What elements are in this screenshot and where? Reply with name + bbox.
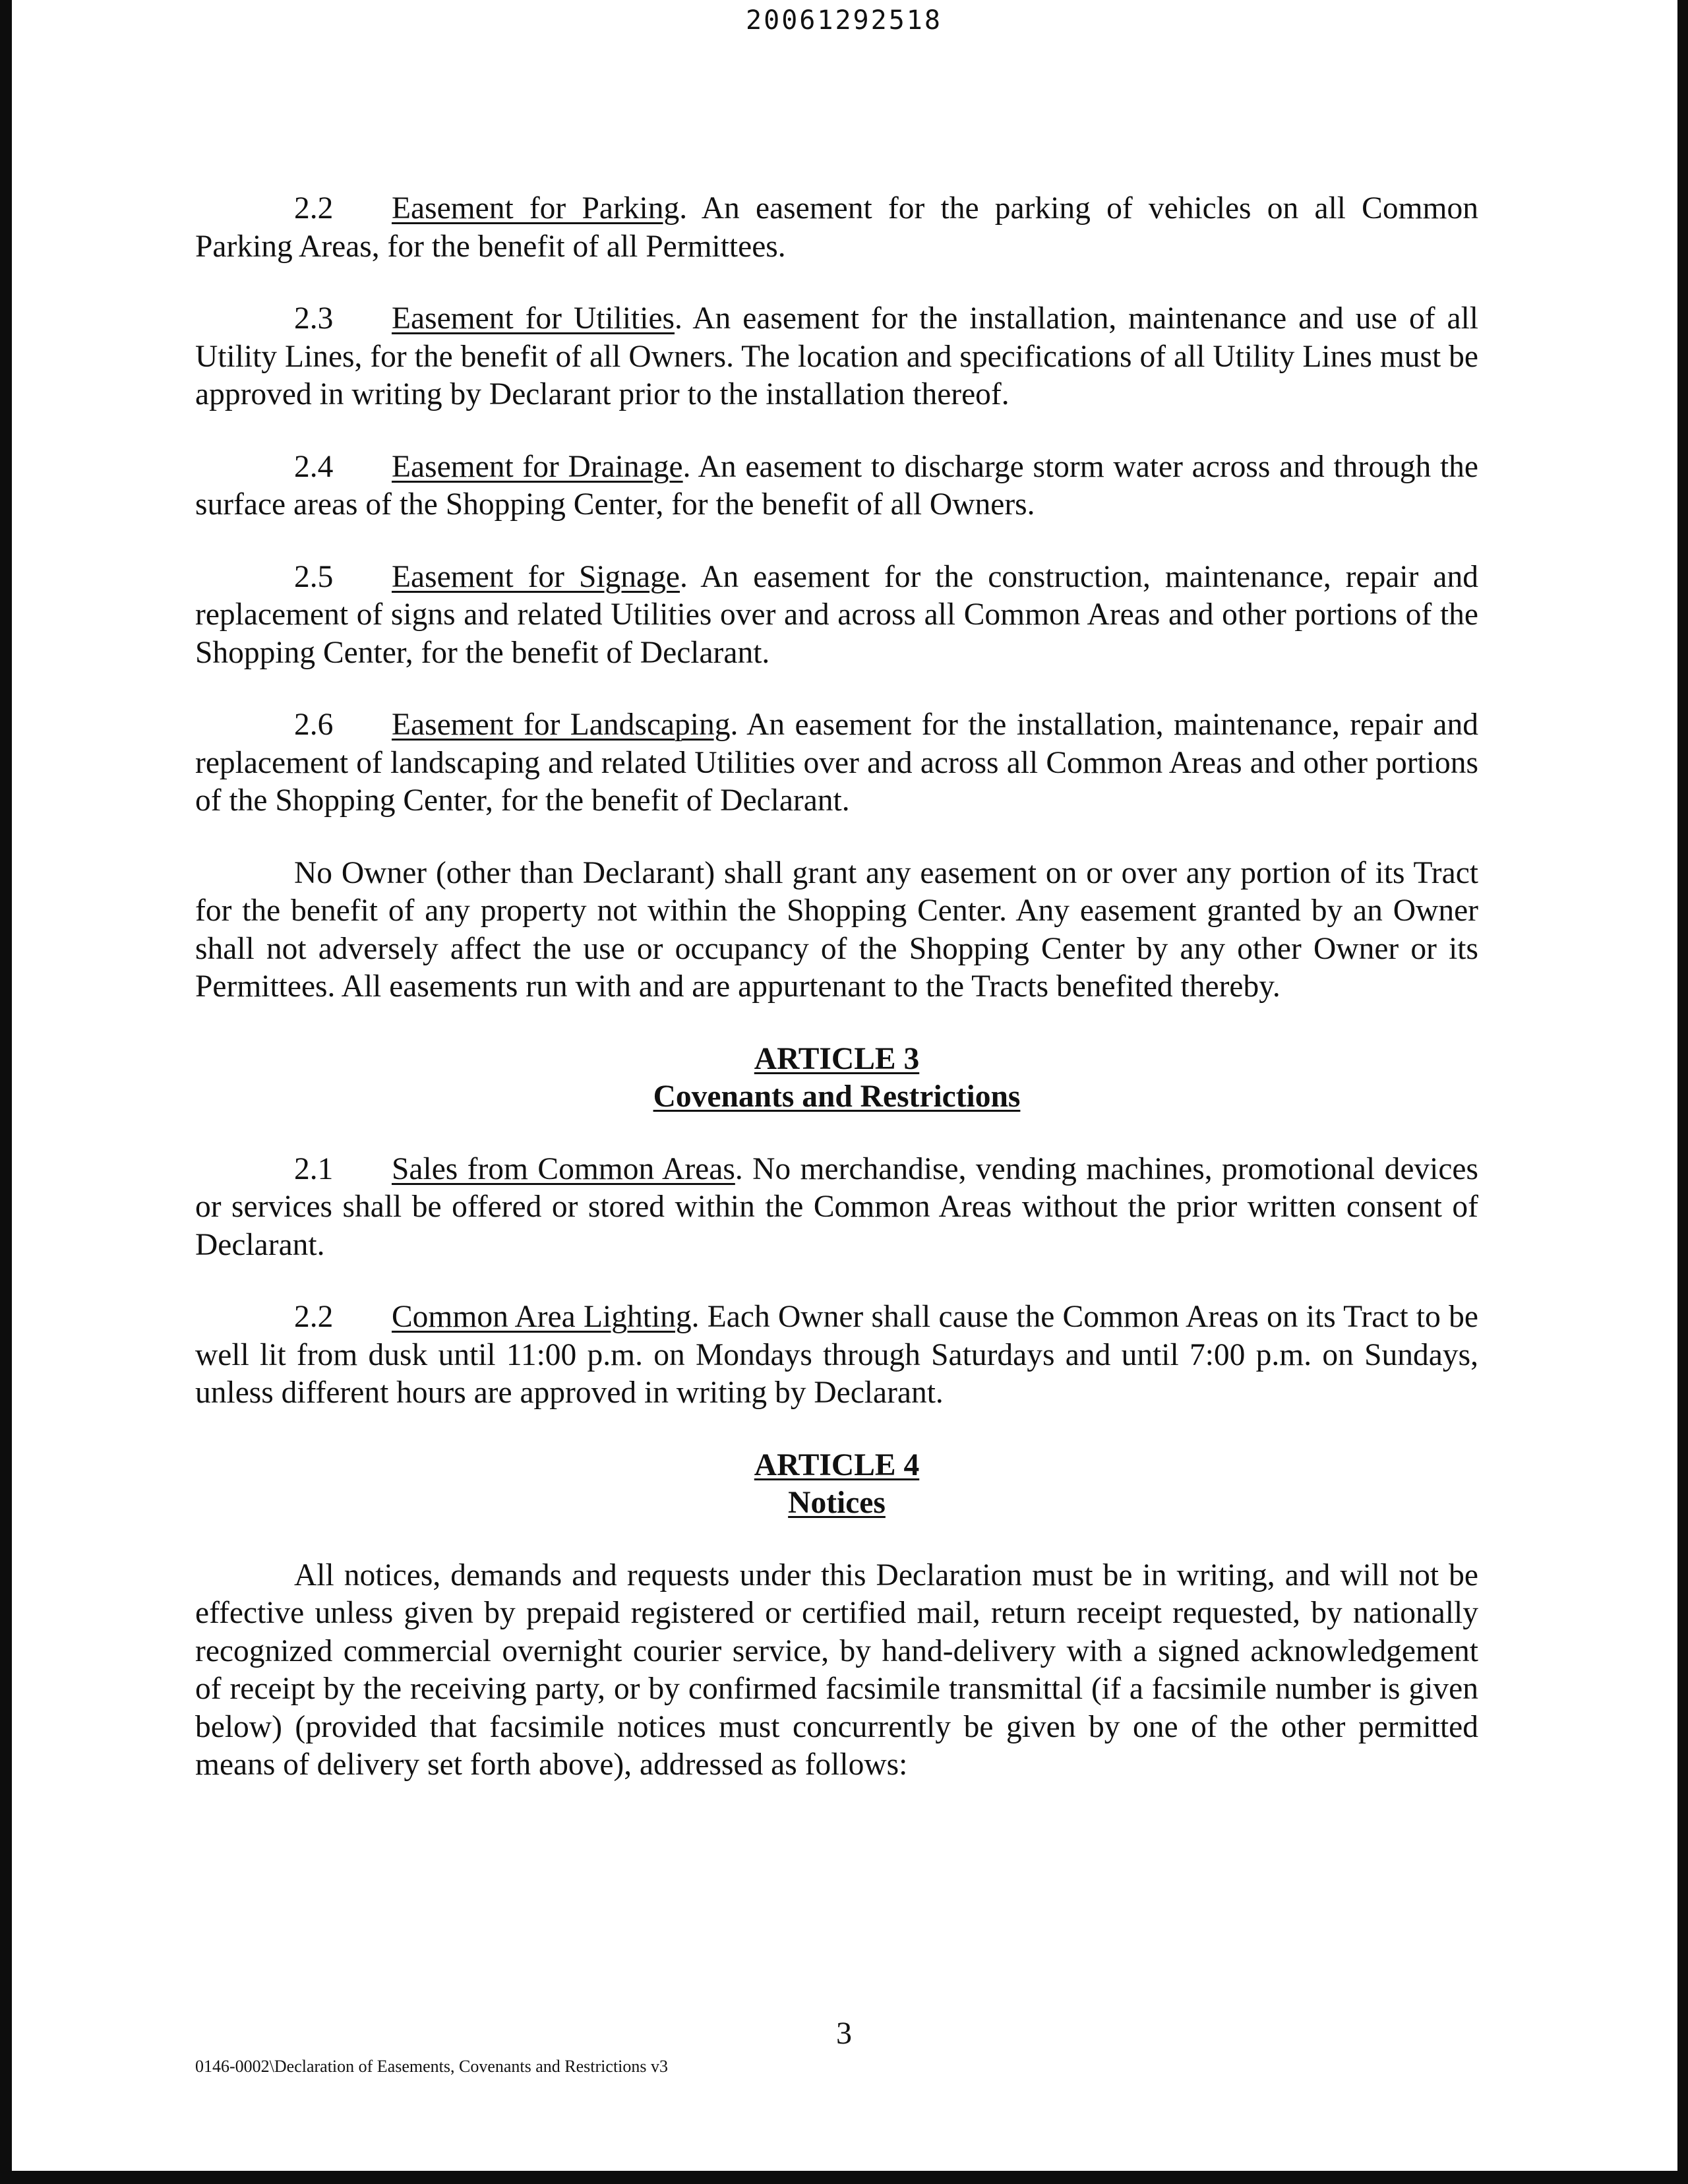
article-3-heading [195, 1041, 1478, 1116]
section-number: 2.6 [294, 708, 334, 742]
section-text: . No merchandise, vending machines, promotional devices or services shall be offered or stored within the Common Areas without the prior written consent of Declarant. [195, 1151, 1479, 1262]
section-number: 2.2 [294, 1300, 334, 1334]
footer-file-path: 0146-0002\Declaration of Easements, Covenants and Restrictions v3 [195, 2057, 669, 2076]
document-id-stamp: 20061292518 [746, 5, 942, 36]
article-subtitle: Covenants and Restrictions [653, 1079, 1021, 1114]
section-text: . An easement for the installation, maintenance, repair and replacement of landscaping and related Utilities over and across all Common Areas and other portions of the Shopping Center, for the benefit of Declarant. [195, 708, 1478, 818]
section-title: Easement for Signage [392, 559, 680, 594]
no-owner-paragraph: No Owner (other than Declarant) shall grant any easement on or over any portion of its Tract for the benefit of any property not within the Shopping Center. Any easement granted by an Owner shall not adversely affect the use or occupancy of the Shopping Center by any other Owner or its Permittees. All easements run with and are appurtenant to the Tracts benefited thereby. [195, 855, 1478, 1004]
section-2-6-landscaping [195, 706, 1478, 820]
section-number: 2.2 [294, 191, 334, 226]
article-subtitle: Notices [788, 1486, 886, 1520]
section-title: Easement for Utilities [392, 301, 675, 336]
section-title: Common Area Lighting [392, 1300, 692, 1334]
section-number: 2.1 [294, 1151, 334, 1186]
section-text: . An easement for the construction, maintenance, repair and replacement of signs and related Utilities over and across all Common Areas and other portions of the Shopping Center, for the benefit of Declarant. [195, 559, 1478, 670]
scan-right-border [1677, 0, 1688, 2184]
section-2-4-drainage [195, 448, 1478, 524]
section-title: Easement for Drainage [392, 449, 683, 484]
section-text: . An easement for the parking of vehicles on all Common Parking Areas, for the benefit of all Permittees. [195, 191, 1479, 264]
article-title: ARTICLE 3 [754, 1041, 920, 1076]
section-2-2-parking [195, 190, 1478, 266]
notices-paragraph: All notices, demands and requests under this Declaration must be in writing, and will not be effective unless given by prepaid registered or certified mail, return receipt requested, by nationally recognized commercial overnight courier service, by hand-delivery with a signed acknowledgement of receipt by the receiving party, or by confirmed facsimile transmittal (if a facsimile number is given below) (provided that facsimile notices must concurrently be given by one of the other permitted means of delivery set forth above), addressed as follows: [195, 1558, 1478, 1782]
scan-bottom-border [0, 2171, 1688, 2184]
scan-left-border [0, 0, 12, 2184]
section-number: 2.3 [294, 301, 334, 336]
section-number: 2.5 [294, 559, 334, 594]
section-number: 2.4 [294, 449, 334, 484]
article-title: ARTICLE 4 [754, 1447, 920, 1482]
section-2-3-utilities [195, 300, 1478, 414]
section-2-5-signage [195, 559, 1478, 673]
document-body [195, 190, 1478, 1819]
section-sales-from-common-areas [195, 1151, 1478, 1265]
section-title: Easement for Landscaping [392, 708, 731, 742]
page-number: 3 [836, 2016, 852, 2051]
article-4-heading [195, 1447, 1478, 1523]
section-title: Sales from Common Areas [392, 1151, 735, 1186]
section-common-area-lighting [195, 1298, 1478, 1412]
section-title: Easement for Parking [392, 191, 680, 226]
section-text: . Each Owner shall cause the Common Areas on its Tract to be well lit from dusk until 11:00 p.m. on Mondays through Saturdays and until 7:00 p.m. on Sundays, unless different hours are approved in writing by Declarant. [195, 1300, 1478, 1410]
section-text: . An easement to discharge storm water across and through the surface areas of the Shopping Center, for the benefit of all Owners. [195, 449, 1478, 522]
section-text: . An easement for the installation, maintenance and use of all Utility Lines, for the benefit of all Owners. The location and specifications of all Utility Lines must be approved in writing by Declarant prior to the installation thereof. [195, 301, 1478, 411]
